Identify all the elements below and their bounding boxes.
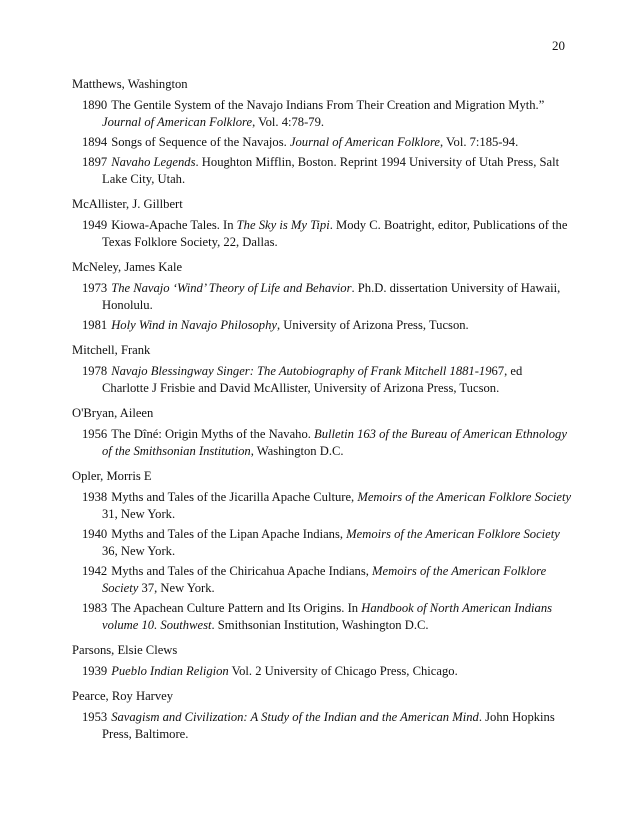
entry-text: . Smithsonian Institution, Washington D.C.: [211, 618, 429, 632]
author-name: McNeley, James Kale: [72, 260, 183, 274]
entry-text: Myths and Tales of the Lipan Apache Indians,: [111, 527, 347, 541]
bibliography-entry: [82, 134, 572, 151]
entry-title-italic: Navajo Blessingway Singer: The Autobiography of Frank Mitchell 1881-19: [111, 364, 492, 378]
entry-text: 67, ed Charlotte J Frisbie and David McAllister, University of Arizona Press, Tucson.: [102, 364, 523, 395]
entry-text: Myths and Tales of the Jicarilla Apache Culture,: [111, 490, 358, 504]
author-name: Mitchell, Frank: [72, 343, 151, 357]
bibliography-entry: [82, 317, 572, 334]
entry-year: 1894: [82, 135, 108, 149]
entry-text: Vol. 2 University of Chicago Press, Chicago.: [228, 664, 458, 678]
author-block: [72, 342, 572, 397]
bibliography-entry: [82, 526, 572, 560]
entry-text: 37, New York.: [138, 581, 215, 595]
bibliography-entry: [82, 154, 572, 188]
entry-text: . Mody C. Boatright, editor, Publications of the Texas Folklore Society, 22, Dallas.: [102, 218, 568, 249]
entry-text: , Vol. 7:185-94.: [439, 135, 519, 149]
entry-year: 1973: [82, 281, 108, 295]
author-block: [72, 468, 572, 634]
entry-title-italic: Journal of American Folklore: [102, 115, 253, 129]
entry-year: 1949: [82, 218, 108, 232]
author-block: [72, 405, 572, 460]
entry-text: . Ph.D. dissertation University of Hawaii, Honolulu.: [102, 281, 561, 312]
entry-title-italic: Journal of American Folklore: [289, 135, 440, 149]
entry-text: 36, New York.: [102, 544, 176, 558]
entry-text: . Houghton Mifflin, Boston. Reprint 1994 University of Utah Press, Salt Lake City, Utah.: [102, 155, 560, 186]
entry-text: Myths and Tales of the Chiricahua Apache Indians,: [111, 564, 373, 578]
entry-text: The Dîné: Origin Myths of the Navaho.: [111, 427, 315, 441]
author-name: Matthews, Washington: [72, 77, 188, 91]
entry-year: 1978: [82, 364, 108, 378]
bibliography-list: [72, 76, 572, 751]
author-name: McAllister, J. Gillbert: [72, 197, 183, 211]
entry-year: 1942: [82, 564, 108, 578]
bibliography-entry: [82, 280, 572, 314]
entry-year: 1939: [82, 664, 108, 678]
bibliography-entry: [82, 97, 572, 131]
entry-text: . John Hopkins Press, Baltimore.: [102, 710, 555, 741]
author-name: Pearce, Roy Harvey: [72, 689, 174, 703]
entry-title-italic: Memoirs of the American Folklore Society: [346, 527, 560, 541]
bibliography-entry: [82, 563, 572, 597]
entry-title-italic: Bulletin 163 of the Bureau of American Ethnology of the Smithsonian Institution: [102, 427, 567, 458]
entry-text: Songs of Sequence of the Navajos.: [111, 135, 290, 149]
bibliography-entry: [82, 217, 572, 251]
entry-text: The Apachean Culture Pattern and Its Origins. In: [111, 601, 362, 615]
bibliography-entry: [82, 426, 572, 460]
entry-year: 1981: [82, 318, 108, 332]
entry-year: 1897: [82, 155, 108, 169]
author-block: [72, 642, 572, 680]
entry-text: Kiowa-Apache Tales. In: [111, 218, 237, 232]
entry-text: , Vol. 4:78-79.: [252, 115, 325, 129]
author-name: Opler, Morris E: [72, 469, 152, 483]
bibliography-entry: [82, 600, 572, 634]
bibliography-entry: [82, 363, 572, 397]
author-block: [72, 259, 572, 334]
entry-title-italic: The Navajo ‘Wind’ Theory of Life and Behavior: [111, 281, 352, 295]
entry-title-italic: The Sky is My Tipi: [236, 218, 330, 232]
author-block: [72, 76, 572, 188]
entry-year: 1940: [82, 527, 108, 541]
page-number: 20: [552, 38, 565, 53]
entry-title-italic: Navaho Legends: [111, 155, 196, 169]
entry-title-italic: Holy Wind in Navajo Philosophy: [111, 318, 277, 332]
bibliography-entry: [82, 709, 572, 743]
bibliography-entry: [82, 663, 572, 680]
bibliography-entry: [82, 489, 572, 523]
author-name: O'Bryan, Aileen: [72, 406, 154, 420]
entry-year: 1983: [82, 601, 108, 615]
entry-title-italic: Handbook of North American Indians volume 10. Southwest: [102, 601, 553, 632]
author-block: [72, 688, 572, 743]
author-name: Parsons, Elsie Clews: [72, 643, 178, 657]
entry-text: The Gentile System of the Navajo Indians From Their Creation and Migration Myth.”: [111, 98, 545, 112]
entry-year: 1938: [82, 490, 108, 504]
entry-title-italic: Memoirs of the American Folklore Society: [357, 490, 572, 504]
entry-year: 1956: [82, 427, 108, 441]
entry-title-italic: Savagism and Civilization: A Study of the Indian and the American Mind: [111, 710, 479, 724]
entry-year: 1953: [82, 710, 108, 724]
entry-title-italic: Memoirs of the American Folklore Society: [102, 564, 547, 595]
entry-text: , University of Arizona Press, Tucson.: [277, 318, 469, 332]
author-block: [72, 196, 572, 251]
entry-text: , Washington D.C.: [250, 444, 344, 458]
entry-title-italic: Pueblo Indian Religion: [111, 664, 229, 678]
entry-text: 31, New York.: [102, 507, 176, 521]
entry-year: 1890: [82, 98, 108, 112]
